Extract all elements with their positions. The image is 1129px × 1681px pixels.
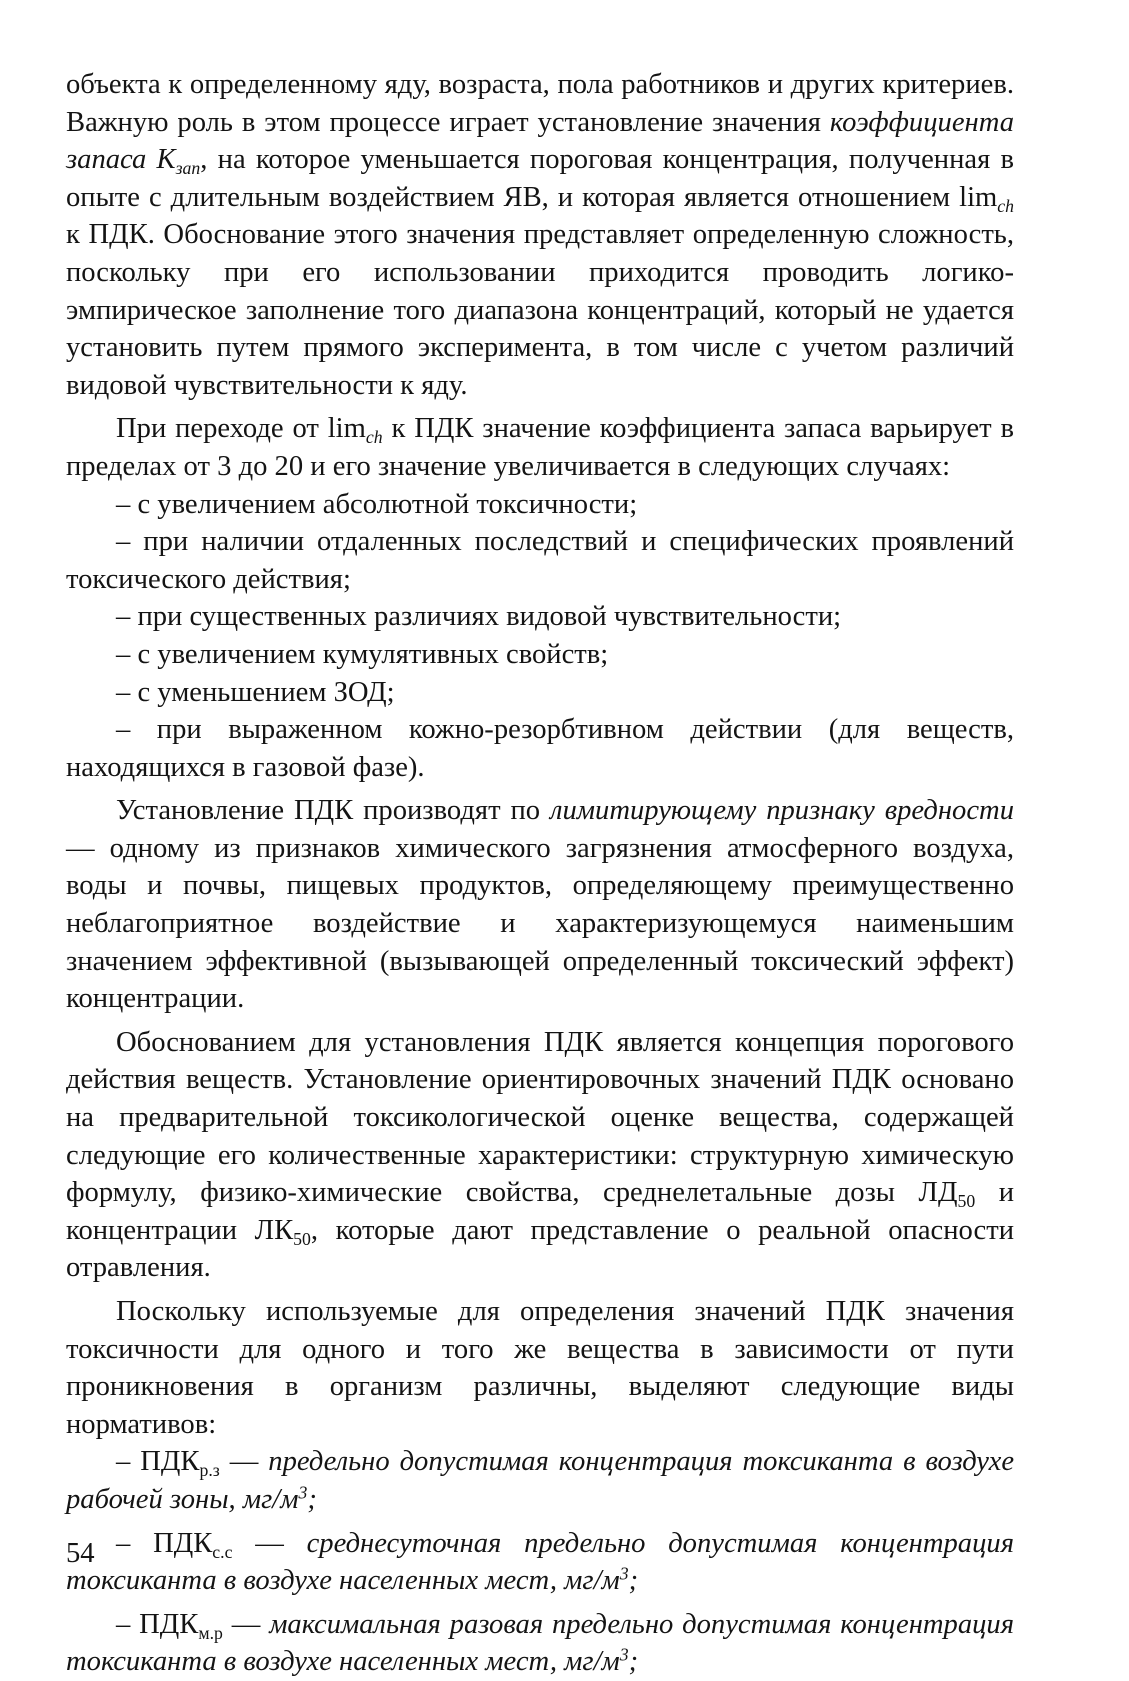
text-run: к ПДК. Обоснование этого значения представляет определенную сложность, поскольку при его использовании приходится проводить логико-эмпирическое заполнение того диапазона концентраций, который не удается установить путем прямого эксперимента, в том числе с учетом различий видовой чувствительности к яду. xyxy=(66,219,1014,401)
punctuation: ; xyxy=(628,1646,639,1678)
paragraph xyxy=(66,410,1014,485)
subscript: 50 xyxy=(957,1191,976,1212)
norm-description xyxy=(66,1609,1014,1678)
subscript: ch xyxy=(997,195,1014,216)
subscript: с.с xyxy=(212,1541,233,1562)
text-run: к ПДК значение коэффициента запаса варьирует в пределах от 3 до 20 и его значение увеличивается в следующих случаях: xyxy=(66,413,1015,482)
norm-label: – ПДК xyxy=(116,1608,199,1640)
subscript: р.з xyxy=(199,1460,220,1481)
page-number: 54 xyxy=(66,1538,95,1569)
punctuation: ; xyxy=(628,1565,639,1597)
text-run: Установление ПДК производят по xyxy=(116,795,551,827)
list-item: – с увеличением абсолютной токсичности; xyxy=(116,488,638,520)
norm-label: – ПДК xyxy=(116,1446,200,1478)
text-run: объекта к определенному яду, возраста, пола работников и других критериев. Важную роль в этом процессе играет установление значения xyxy=(66,69,1014,138)
description-text: среднесуточная предельно допустимая концентрация токсиканта в воздухе населенных мест, мг/м xyxy=(66,1527,1014,1597)
paragraph xyxy=(66,792,1014,1018)
text-run: Обоснованием для установления ПДК является концепция порогового действия веществ. Установление ориентировочных значений ПДК основано на предварительной токсикологической оценке вещества, содержащей следующие его количественные характеристики: структурную химическую формулу, физико-химические свойства, среднелетальные дозы ЛД xyxy=(66,1026,1014,1209)
subscript: 50 xyxy=(293,1229,311,1250)
text-run: При переходе от lim xyxy=(116,413,366,445)
term-limiting-sign: лимитирующему признаку вредности xyxy=(550,795,1014,827)
subscript: ch xyxy=(365,427,383,448)
norm-label: – ПДК xyxy=(116,1527,213,1559)
text-run: и концентрации ЛК xyxy=(66,1177,1015,1246)
list-item: – при существенных различиях видовой чувствительности; xyxy=(116,601,842,633)
superscript: 3 xyxy=(619,1644,629,1665)
description-text: предельно допустимая концентрация токсиканта в воздухе рабочей зоны, мг/м xyxy=(66,1446,1015,1515)
dash: — xyxy=(222,1608,270,1640)
list-item: – при наличии отдаленных последствий и специфических проявлений токсического действия; xyxy=(66,526,1014,595)
text-run: , которые дают представление о реальной опасности отравления. xyxy=(66,1214,1015,1284)
text-run: — одному из признаков химического загрязнения атмосферного воздуха, воды и почвы, пищевых продуктов, определяющему преимущественно неблагоприятное воздействие и характеризующемуся наименьшим значением эффективной (вызывающей определенный токсический эффект) концентрации. xyxy=(66,832,1014,1015)
punctuation: ; xyxy=(307,1483,317,1515)
list-item: – с уменьшением ЗОД; xyxy=(116,676,395,708)
superscript: 3 xyxy=(619,1563,629,1584)
norm-item xyxy=(66,1525,1014,1600)
body-text xyxy=(66,66,1014,1681)
paragraph xyxy=(66,66,1014,404)
paragraph: Поскольку используемые для определения значений ПДК значения токсичности для одного и того же вещества в зависимости от пути проникновения в организм различны, выделяют следующие виды нормативов: xyxy=(66,1296,1014,1440)
paragraph xyxy=(66,1024,1014,1287)
dash: — xyxy=(232,1527,307,1559)
list-item: – с увеличением кумулятивных свойств; xyxy=(116,638,609,670)
subscript: зап xyxy=(175,158,201,179)
superscript: 3 xyxy=(298,1482,308,1503)
norm-item xyxy=(66,1443,1014,1518)
subscript: м.р xyxy=(198,1622,223,1643)
dash: — xyxy=(219,1446,269,1478)
list-item: – при выраженном кожно-резорбтивном действии (для веществ, находящихся в газовой фазе). xyxy=(66,714,1014,783)
text-run: , на которое уменьшается пороговая концентрация, полученная в опыте с длительным воздействием ЯВ, и которая является отношением lim xyxy=(66,144,1014,213)
description-text: максимальная разовая предельно допустимая концентрация токсиканта в воздухе населенных мест, мг/м xyxy=(66,1608,1015,1678)
norm-description xyxy=(66,1446,1014,1515)
term-text: коэффициента запаса K xyxy=(66,106,1014,176)
norm-item xyxy=(66,1606,1014,1681)
